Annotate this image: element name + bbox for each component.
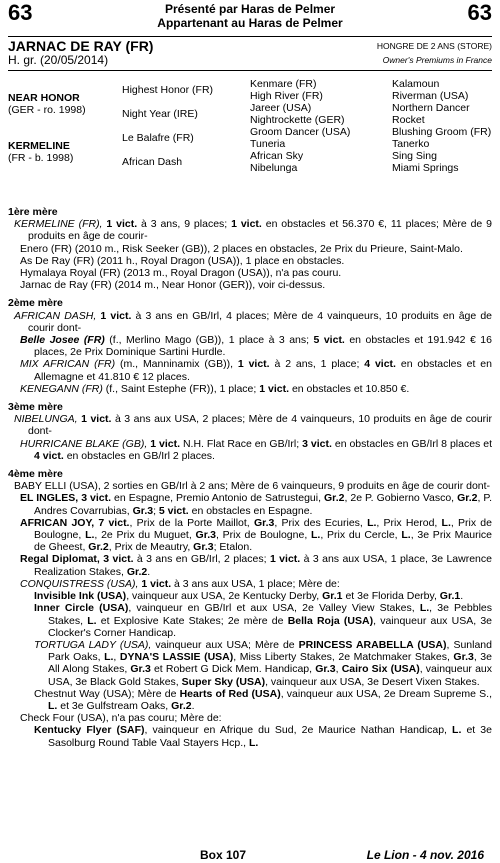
pedigree-gen2-4: African Dash	[122, 156, 183, 168]
text: et 3e Gulfstream Oaks,	[57, 699, 172, 712]
horse-name: Inner Circle (USA)	[34, 602, 129, 615]
pedigree-gen2-1: Highest Honor (FR)	[122, 84, 214, 96]
text: vainqueur aux USA; Mère de	[151, 638, 299, 651]
horse-name: Regal Diplomat, 3 vict.	[20, 553, 134, 566]
pedigree-gen3-7: African Sky	[250, 150, 304, 162]
text: en obstacles en Espagne.	[188, 504, 313, 517]
second-dam-summary	[8, 310, 492, 334]
horse-name: CONQUISTRESS (USA),	[20, 577, 139, 590]
win-count: 1 vict.	[96, 309, 132, 322]
produce-entry	[8, 724, 492, 748]
produce-entry	[8, 602, 492, 639]
horse-sex: HONGRE DE 2 ANS (STORE)	[376, 41, 492, 51]
horse-name: Kentucky Flyer (SAF)	[34, 724, 145, 737]
grade: Gr.3	[315, 663, 336, 676]
text: , 3e All Along Stakes,	[48, 651, 492, 676]
text: en obstacles et 10.850 €.	[289, 382, 410, 395]
horse-name: Bella Roja (USA)	[287, 614, 374, 627]
third-dam-name: NIBELUNGA,	[14, 413, 78, 426]
text: , 2e Prix du Muguet,	[94, 529, 196, 542]
horse-name: MIX AFRICAN (FR)	[20, 358, 116, 371]
grade: Gr.2	[126, 565, 148, 578]
grade: Gr.3	[130, 663, 151, 676]
produce-entry	[8, 334, 492, 358]
text: à 3 ans, 9 places;	[137, 218, 232, 231]
owner-premiums: Owner's Premiums in France	[382, 55, 492, 65]
pedigree-gen4	[392, 78, 491, 174]
horse-name: Belle Josee (FR)	[20, 334, 105, 347]
sire-info: (GER - ro. 1998)	[8, 104, 86, 116]
text: , vainqueur aux USA, 3e Clocker's Corner Handicap.	[48, 614, 493, 639]
text: .	[147, 565, 151, 578]
text: , 2e P. Gobierno Vasco,	[344, 492, 458, 505]
grade: L.	[441, 516, 451, 529]
text: , Prix Herod,	[376, 516, 442, 529]
horse-birth: H. gr. (20/05/2014)	[8, 53, 109, 67]
pedigree-gen4-6: Tanerko	[392, 138, 430, 150]
horse-name: JARNAC DE RAY (FR)	[8, 38, 154, 54]
grade: Gr.2	[324, 492, 345, 505]
win-count: 5 vict.	[313, 334, 345, 347]
produce-entry	[8, 438, 492, 462]
grade: L.	[48, 699, 58, 712]
text: et 3e Sasolburg Round Table Vaal Stayers Hcp.,	[48, 724, 492, 749]
horse-name: DYNA'S LASSIE (USA)	[119, 651, 234, 664]
pedigree-gen2-2: Night Year (IRE)	[122, 108, 198, 120]
lot-number-left: 63	[8, 0, 33, 25]
text: en obstacles et 191.942 € 16 places, 2e Prix Dominique Sartini Hurdle.	[34, 334, 492, 359]
text: ,	[335, 663, 342, 676]
win-count: 1 vict.	[231, 218, 262, 231]
text: , vainqueur aux USA, 2e Dream Supreme S.,	[280, 687, 492, 700]
owner-line: Appartenant au Haras de Pelmer	[157, 16, 343, 30]
horse-name: KENEGANN (FR)	[20, 382, 103, 395]
text: , Prix des Ecuries,	[274, 516, 368, 529]
text: , 3e Pebbles Stakes,	[48, 602, 492, 627]
text: .	[191, 699, 195, 712]
text: à 3 ans en GB/Irl, 2 places;	[133, 553, 270, 566]
text: , Sunland Park Oaks,	[48, 638, 492, 664]
text: en obstacles en GB/Irl 2 places.	[63, 449, 215, 462]
pedigree-gen3	[250, 78, 350, 174]
first-dam-summary	[8, 218, 492, 242]
text: ;	[153, 504, 159, 517]
text: , vainqueur aux USA, 3e Black Gold Stakes,	[48, 663, 492, 688]
horse-name: Invisible Ink (USA)	[34, 590, 127, 603]
third-dam-title: 3ème mère	[8, 401, 63, 414]
grade: Gr.1	[322, 590, 343, 603]
text: en obstacles et en Allemagne et 41.810 € 12 places.	[34, 358, 492, 383]
grade: L.	[104, 651, 114, 664]
produce-record	[8, 200, 492, 749]
text: , vainqueur aux USA, 2e Kentucky Derby,	[126, 590, 323, 603]
horse-name: EL INGLES, 3 vict.	[20, 492, 112, 505]
first-dam-name: KERMELINE (FR),	[14, 218, 103, 231]
produce-entry	[8, 578, 492, 590]
produce-entry	[8, 639, 492, 688]
third-dam-summary	[8, 413, 492, 437]
text: en obstacles et 56.370 €, 11 places; Mère de 9 produits en âge de courir-	[28, 218, 493, 243]
pedigree-gen4-4: Rocket	[392, 114, 425, 126]
pedigree-gen3-4: Nightrockette (GER)	[250, 114, 345, 126]
consignor-line: Présenté par Haras de Pelmer	[164, 2, 336, 16]
produce-entry: Hymalaya Royal (FR) (2013 m., Royal Dragon (USA)), n'a pas couru.	[20, 267, 342, 280]
text: ,	[113, 651, 120, 664]
text: , Prix du Cercle,	[320, 529, 402, 542]
produce-entry: As De Ray (FR) (2011 h., Royal Dragon (USA)), 1 place en obstacles.	[20, 254, 345, 267]
grade: Gr.3	[195, 529, 216, 542]
produce-entry	[8, 492, 492, 516]
horse-name: HURRICANE BLAKE (GB),	[20, 437, 148, 450]
header-rule	[8, 36, 492, 37]
footer	[0, 847, 492, 863]
text: , Prix de Boulogne,	[215, 529, 311, 542]
produce-entry	[8, 688, 492, 712]
text: , Prix de Meautry,	[108, 541, 194, 554]
grade: L.	[85, 529, 95, 542]
pedigree-gen4-8: Miami Springs	[392, 162, 459, 174]
sire-name: NEAR HONOR	[8, 92, 80, 104]
lot-number-right: 63	[467, 0, 492, 25]
text: , vainqueur en GB/Irl et aux USA, 2e Valley View Stakes,	[128, 602, 420, 615]
horse-name: AFRICAN JOY, 7 vict.	[20, 516, 130, 529]
text: , Prix de la Porte Maillot,	[129, 516, 254, 529]
fourth-dam-title: 4ème mère	[8, 468, 63, 481]
horse-name: Super Sky (USA)	[181, 675, 266, 688]
second-dam-name: AFRICAN DASH,	[14, 309, 97, 322]
pedigree-gen3-8: Nibelunga	[250, 162, 298, 174]
pedigree-gen3-5: Groom Dancer (USA)	[250, 126, 351, 138]
grade: L.	[367, 516, 377, 529]
text: à 2 ans, 1 place;	[269, 358, 365, 371]
grade: L.	[452, 724, 462, 737]
box-number: Box 107	[200, 847, 247, 862]
dam-info: (FR - b. 1998)	[8, 152, 74, 164]
text: Chestnut Way (USA); Mère de	[34, 687, 180, 700]
fourth-dam-summary: BABY ELLI (USA), 2 sorties en GB/Irl à 2 ans; Mère de 6 vainqueurs, 9 produits en âge de courir dont-	[14, 480, 491, 493]
text: , 3e Prix Maurice de Gheest,	[34, 529, 493, 554]
produce-entry	[8, 517, 492, 554]
text: .	[460, 590, 464, 603]
pedigree-gen4-2: Riverman (USA)	[392, 90, 469, 102]
win-count: 1 vict.	[259, 382, 290, 395]
text: et 3e Florida Derby,	[342, 590, 440, 603]
win-count: 1 vict.	[77, 413, 112, 426]
win-count: 1 vict.	[269, 553, 301, 566]
pedigree-gen3-1: Kenmare (FR)	[250, 78, 317, 90]
grade: Gr.1	[439, 590, 461, 603]
pedigree-gen4-3: Northern Dancer	[392, 102, 470, 114]
produce-entry	[8, 590, 492, 602]
grade: Gr.2	[457, 492, 478, 505]
pedigree-gen2-3: Le Balafre (FR)	[122, 132, 194, 144]
win-count: 4 vict.	[364, 358, 396, 371]
pedigree-gen4-1: Kalamoun	[392, 78, 440, 90]
grade: Gr.3	[453, 651, 474, 664]
pedigree-rule	[8, 70, 492, 71]
grade: Gr.3	[193, 541, 214, 554]
text: à 3 ans aux USA, 1 place, 3e Lawrence Realization Stakes,	[34, 553, 492, 578]
produce-entry: Enero (FR) (2010 m., Risk Seeker (GB)), 2 places en obstacles, 2e Prix du Prieure, Saint-Malo.	[20, 242, 463, 255]
horse-name: Hearts of Red (USA)	[179, 687, 281, 700]
grade: Gr.3	[253, 516, 275, 529]
text: à 3 ans aux USA, 2 places; Mère de 4 vainqueurs, 10 produits en âge de courir dont-	[28, 413, 493, 438]
grade: Gr.2	[88, 541, 109, 554]
win-count: 3 vict.	[302, 437, 332, 450]
pedigree-gen4-5: Blushing Groom (FR)	[392, 126, 492, 138]
text: et Explosive Kate Stakes; 2e mère de	[96, 614, 288, 627]
text: à 3 ans en GB/Irl, 4 places; Mère de 4 vainqueurs, 10 produits en âge de courir dont-	[28, 309, 493, 334]
text: (f., Saint Estephe (FR)), 1 place;	[102, 382, 260, 395]
text: (m., Manninamix (GB)),	[115, 358, 238, 371]
pedigree-gen3-6: Tuneria	[250, 138, 286, 150]
win-count: 5 vict.	[158, 504, 189, 517]
grade: L.	[311, 529, 321, 542]
win-count: 1 vict.	[102, 218, 138, 231]
text: (f., Merlino Mago (GB)), 1 place à 3 ans;	[104, 334, 314, 347]
dam	[8, 140, 73, 164]
text: , Miss Liberty Stakes, 2e Matchmaker Stakes,	[233, 651, 454, 664]
win-count: 1 vict.	[147, 437, 180, 450]
produce-entry	[8, 553, 492, 577]
text: , Prix de Boulogne,	[34, 516, 492, 542]
grade: L.	[419, 602, 430, 615]
produce-entry	[8, 383, 492, 395]
pedigree-gen4-7: Sing Sing	[392, 150, 437, 162]
win-count: 1 vict.	[138, 577, 172, 590]
grade: L.	[248, 736, 259, 749]
text: , P. Andres Covarrubias,	[34, 492, 492, 517]
consignor-header	[0, 2, 500, 30]
horse-name: Cairo Six (USA)	[341, 663, 420, 676]
grade: Gr.3	[132, 504, 154, 517]
first-dam-title: 1ère mère	[8, 206, 58, 218]
grade: L.	[87, 614, 97, 627]
win-count: 1 vict.	[237, 358, 270, 371]
produce-entry: Jarnac de Ray (FR) (2014 m., Near Honor (GER)), voir ci-dessus.	[20, 279, 326, 292]
pedigree-gen3-3: Jareer (USA)	[250, 102, 312, 114]
text: N.H. Flat Race en GB/Irl;	[180, 437, 303, 450]
sire	[8, 92, 86, 116]
text: à 3 ans aux USA, 1 place; Mère de:	[171, 577, 340, 590]
second-dam-title: 2ème mère	[8, 297, 63, 310]
text: ; Etalon.	[213, 541, 253, 554]
pedigree-gen3-2: High River (FR)	[250, 90, 323, 102]
horse-name: PRINCESS ARABELLA (USA)	[298, 638, 447, 651]
text: en Espagne, Premio Antonio de Satrustegui,	[111, 492, 325, 505]
grade: L.	[401, 529, 411, 542]
text: , vainqueur aux USA, 3e Desert Vixen Stakes.	[265, 675, 480, 688]
sale-event: Le Lion - 4 nov. 2016	[366, 847, 484, 862]
dam-name: KERMELINE	[8, 140, 70, 152]
produce-entry: Check Four (USA), n'a pas couru; Mère de:	[20, 712, 222, 725]
text: et Robert G Dick Mem. Handicap,	[150, 663, 316, 676]
text: , vainqueur en Afrique du Sud, 2e Maurice Nathan Handicap,	[144, 724, 453, 737]
text: en obstacles en GB/Irl 8 places et	[331, 437, 493, 450]
horse-name: TORTUGA LADY (USA),	[34, 638, 152, 651]
win-count: 4 vict.	[34, 449, 64, 462]
produce-entry	[8, 358, 492, 382]
grade: Gr.2	[171, 699, 192, 712]
